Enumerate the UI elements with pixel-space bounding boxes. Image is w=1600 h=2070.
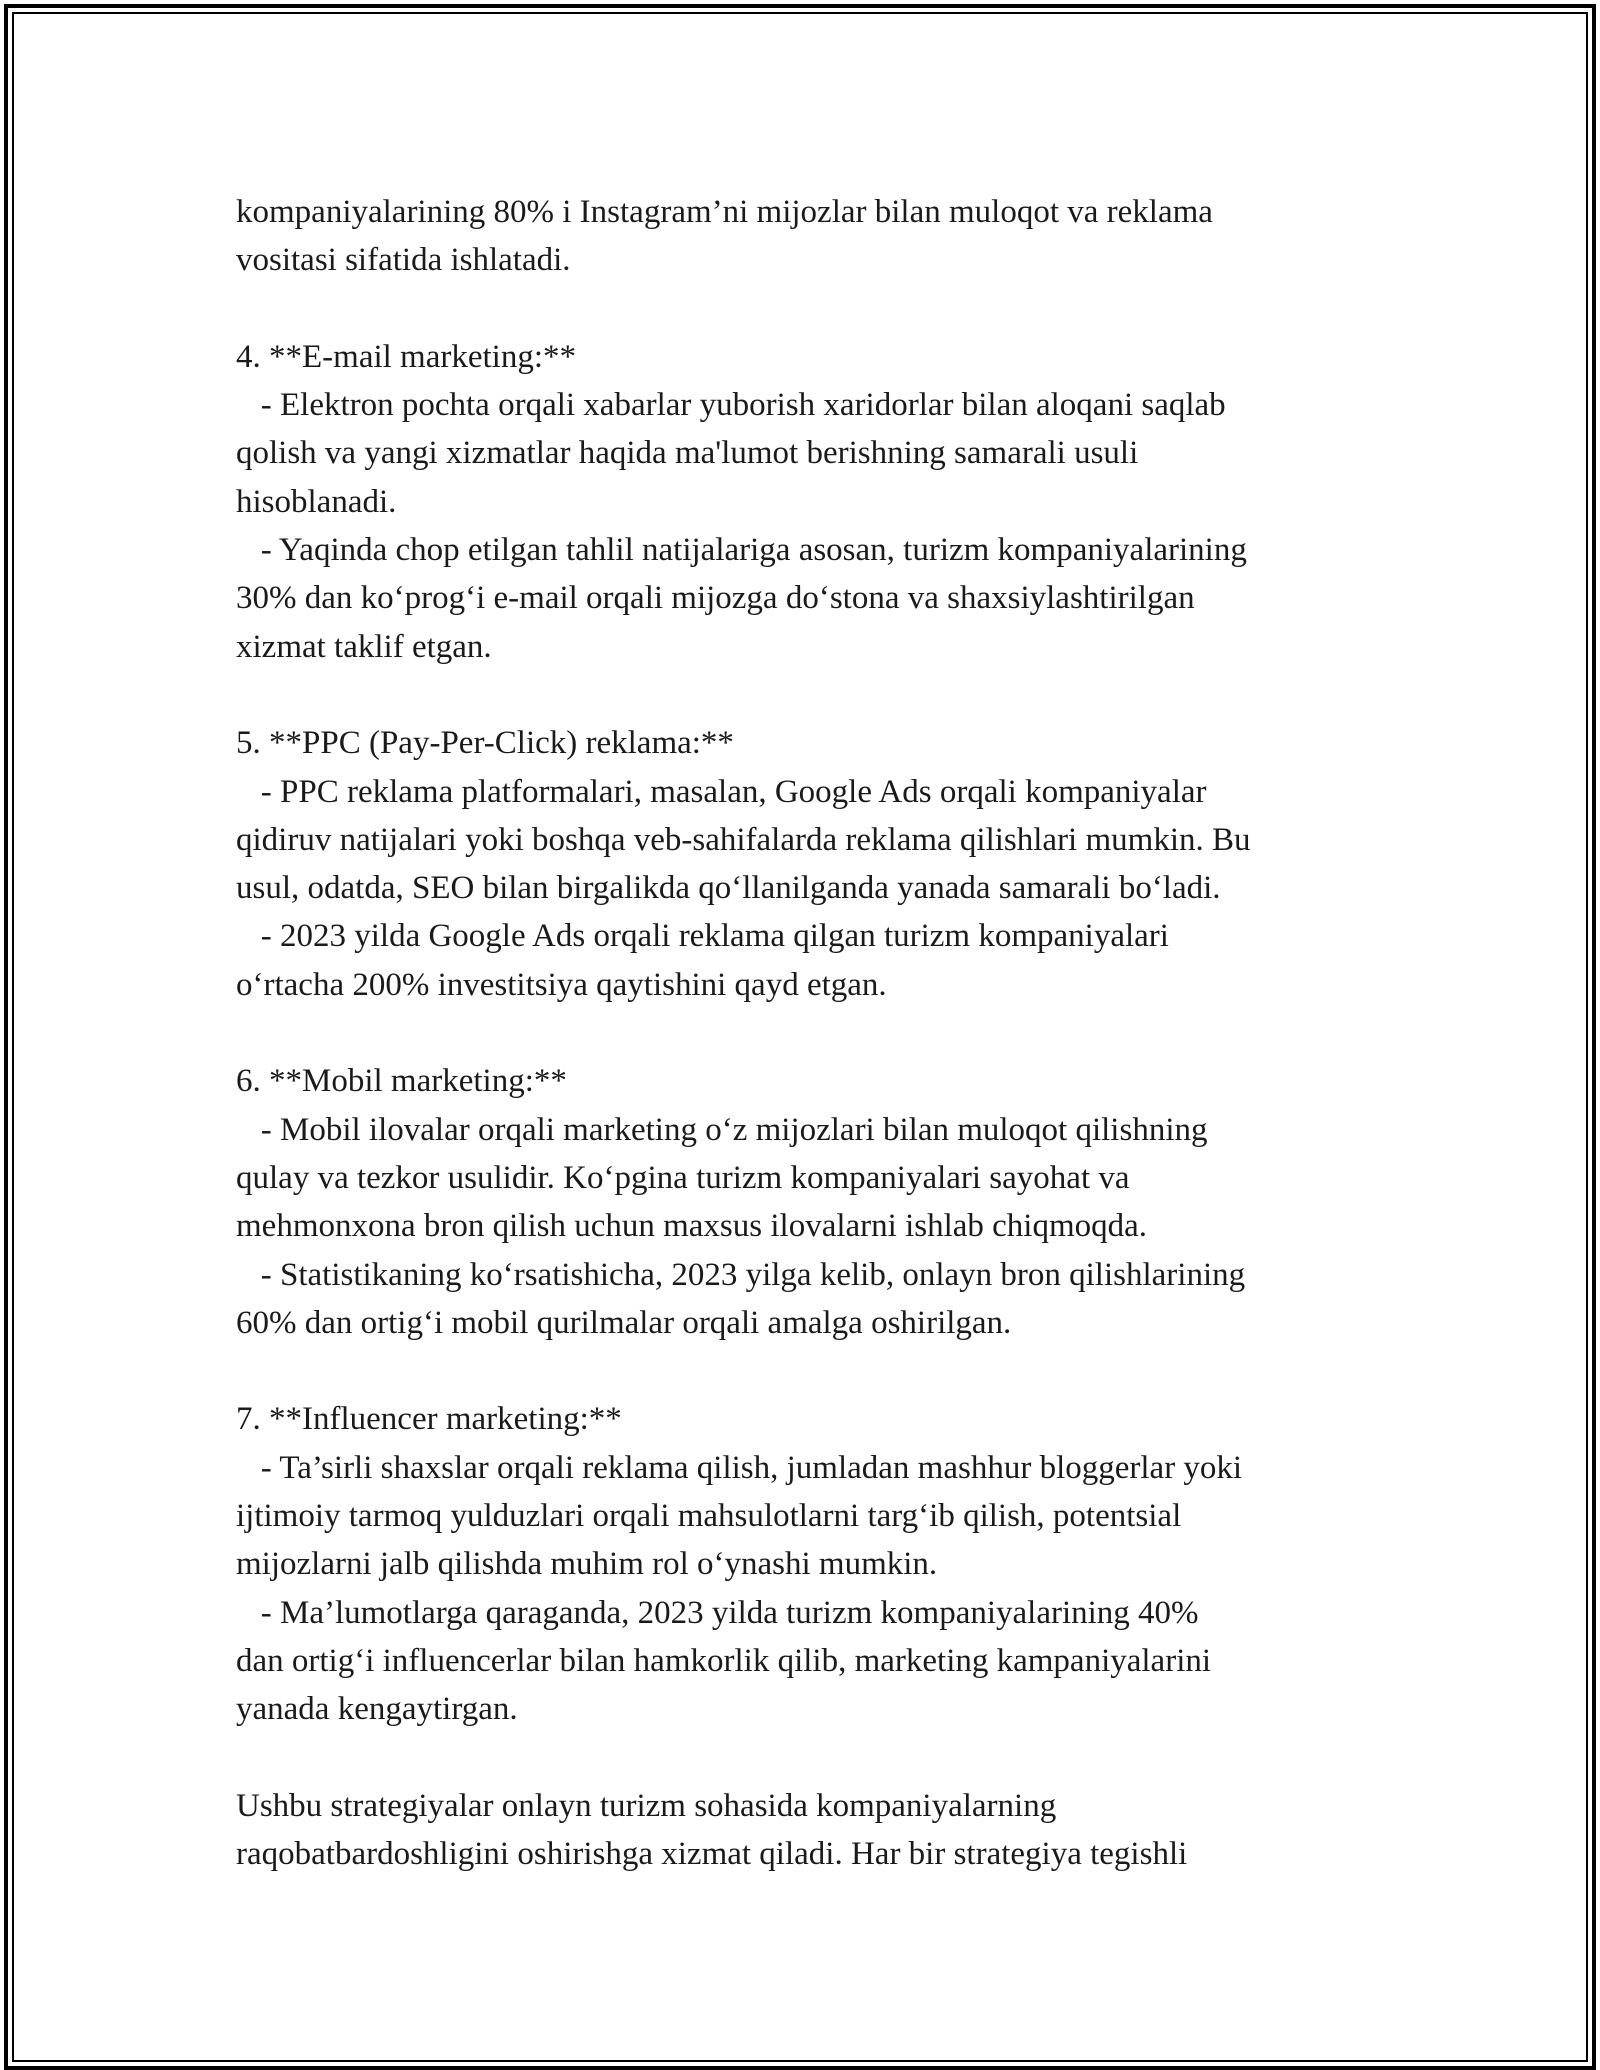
text-line: vositasi sifatida ishlatadi. — [236, 242, 571, 279]
text-line: qidiruv natijalari yoki boshqa veb-sahifalarda reklama qilishlari mumkin. Bu — [236, 821, 1251, 858]
paragraph-spacer — [236, 1009, 1416, 1057]
text-line: dan ortig‘i influencerlar bilan hamkorlik qilib, marketing kampaniyalarini — [236, 1642, 1212, 1679]
text-line: mehmonxona bron qilish uchun maxsus ilovalarni ishlab chiqmoqda. — [236, 1208, 1148, 1245]
section-heading: 6. **Mobil marketing:** — [236, 1063, 567, 1100]
text-line: - Mobil ilovalar orqali marketing o‘z mijozlari bilan muloqot qilishning — [236, 1111, 1208, 1148]
text-line: ijtimoiy tarmoq yulduzlari orqali mahsulotlarni targ‘ib qilish, potentsial — [236, 1498, 1182, 1535]
text-line: - Ta’sirli shaxslar orqali reklama qilish, jumladan mashhur bloggerlar yoki — [236, 1449, 1243, 1486]
paragraph-spacer — [236, 1347, 1416, 1395]
section-heading: 5. **PPC (Pay-Per-Click) reklama:** — [236, 725, 734, 762]
paragraph-spacer — [236, 671, 1416, 719]
text-line: - Elektron pochta orqali xabarlar yuborish xaridorlar bilan aloqani saqlab — [236, 387, 1226, 424]
text-line: usul, odatda, SEO bilan birgalikda qo‘llanilganda yanada samarali bo‘ladi. — [236, 870, 1221, 907]
section-heading: 7. **Influencer marketing:** — [236, 1401, 622, 1438]
section-ppc-advertising — [236, 719, 1416, 1009]
paragraph-intro-continuation — [236, 188, 1416, 285]
paragraph-spacer — [236, 1734, 1416, 1782]
text-line: 60% dan ortig‘i mobil qurilmalar orqali amalga oshirilgan. — [236, 1304, 1012, 1341]
text-line: - Statistikaning ko‘rsatishicha, 2023 yilga kelib, onlayn bron qilishlarining — [236, 1256, 1246, 1293]
text-line: xizmat taklif etgan. — [236, 628, 492, 665]
text-line: - Ma’lumotlarga qaraganda, 2023 yilda turizm kompaniyalarining 40% — [236, 1594, 1199, 1631]
section-email-marketing — [236, 333, 1416, 671]
text-line: - Yaqinda chop etilgan tahlil natijalariga asosan, turizm kompaniyalarining — [236, 532, 1247, 569]
text-line: o‘rtacha 200% investitsiya qaytishini qayd etgan. — [236, 966, 887, 1003]
document-body — [236, 188, 1416, 1878]
text-line: hisoblanadi. — [236, 483, 397, 520]
section-heading: 4. **E-mail marketing:** — [236, 338, 577, 375]
text-line: - 2023 yilda Google Ads orqali reklama qilgan turizm kompaniyalari — [236, 918, 1169, 955]
text-line: mijozlarni jalb qilishda muhim rol o‘ynashi mumkin. — [236, 1546, 938, 1583]
text-line: 30% dan ko‘prog‘i e-mail orqali mijozga do‘stona va shaxsiylashtirilgan — [236, 580, 1195, 617]
text-line: kompaniyalarining 80% i Instagram’ni mijozlar bilan muloqot va reklama — [236, 194, 1213, 230]
text-line: raqobatbardoshligini oshirishga xizmat qiladi. Har bir strategiya tegishli — [236, 1836, 1188, 1873]
section-mobile-marketing — [236, 1057, 1416, 1347]
text-line: - PPC reklama platformalari, masalan, Google Ads orqali kompaniyalar — [236, 773, 1207, 810]
text-line: yanada kengaytirgan. — [236, 1691, 518, 1728]
text-line: qulay va tezkor usulidir. Ko‘pgina turizm kompaniyalari sayohat va — [236, 1159, 1130, 1196]
section-influencer-marketing — [236, 1395, 1416, 1733]
text-line: Ushbu strategiyalar onlayn turizm sohasida kompaniyalarning — [236, 1787, 1057, 1824]
paragraph-conclusion — [236, 1782, 1416, 1879]
paragraph-spacer — [236, 285, 1416, 333]
text-line: qolish va yangi xizmatlar haqida ma'lumot berishning samarali usuli — [236, 435, 1139, 472]
